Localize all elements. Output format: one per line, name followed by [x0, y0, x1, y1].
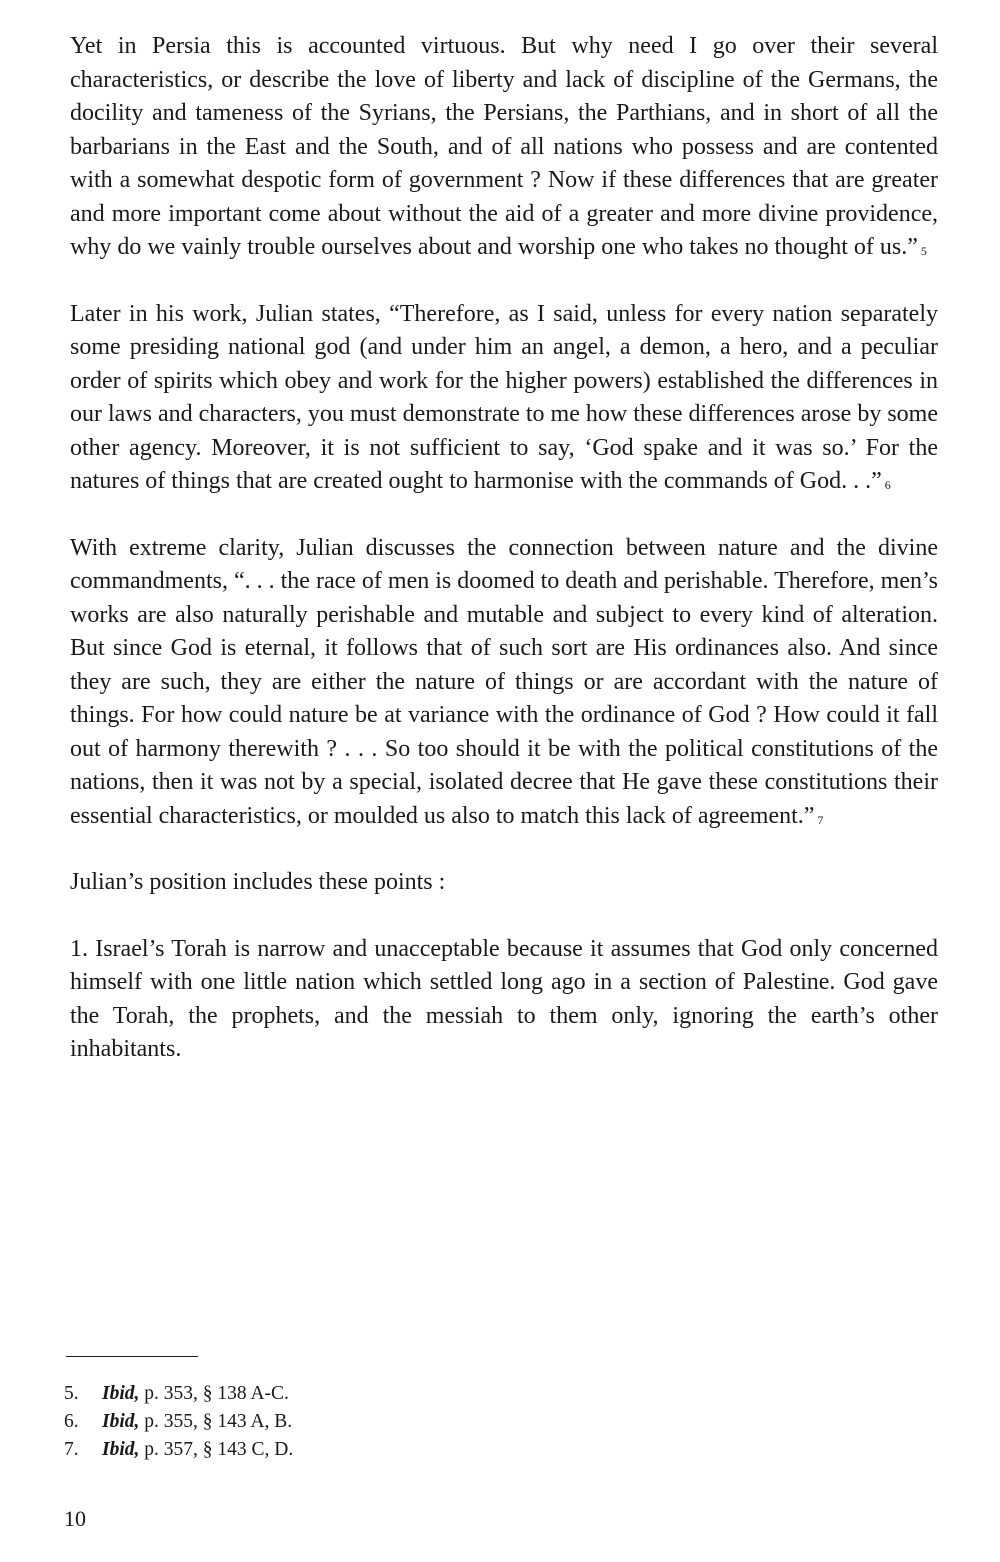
page-body — [70, 30, 938, 1067]
footnote-citation: p. 357, § 143 C, D. — [139, 1439, 294, 1460]
footnote-number: 6. — [64, 1411, 79, 1432]
footnote-ref[interactable]: 6 — [884, 478, 891, 492]
paragraph-text: Later in his work, Julian states, “Therefore, as I said, unless for every nation separately some presiding national god (and under him an angel, a demon, a hero, and a peculiar order of spirits which obey and work for the higher powers) established the differences in our laws and characters, you must demonstrate to me how these differences arose by some other agency. Moreover, it is not sufficient to say, ‘God spake and it was so.’ For the natures of things that are created ought to harmonise with the commands of God. . .” — [70, 300, 938, 494]
footnotes — [64, 1380, 293, 1464]
footnote-ref[interactable]: 7 — [817, 812, 824, 827]
paragraph-nature-commandments — [70, 532, 938, 834]
footnote-citation: p. 355, § 143 A, B. — [139, 1411, 293, 1432]
footnote-number: 7. — [64, 1439, 79, 1460]
footnote-ref[interactable]: 5 — [920, 244, 927, 258]
paragraph-text: Yet in Persia this is accounted virtuous. But why need I go over their several characteristics, or describe the love of liberty and lack of discipline of the Germans, the docility and tameness of the Syrians, the Persians, the Parthians, and in short of all the barbarians in the East and the South, and of all nations who possess and are contented with a somewhat despotic form of government ? Now if these differences that are greater and more important come about without the aid of a greater and more divine providence, why do we vainly trouble ourselves about and worship one who takes no thought of us.” — [70, 33, 938, 260]
paragraph-position-intro — [70, 866, 938, 900]
paragraph-text: With extreme clarity, Julian discusses the connection between nature and the divine commandments, “. . . the race of men is doomed to death and perishable. Therefore, men’s works are also naturally perishable and mutable and subject to every kind of alteration. But since God is eternal, it follows that of such sort are His ordinances also. And since they are such, they are either the nature of things or are accordant with the nature of things. For how could nature be at variance with the ordinance of God ? How could it fall out of harmony therewith ? . . . So too should it be with the political constitutions of the nations, then it was not by a special, isolated decree that He gave these constitutions their essential characteristics, or moulded us also to match this lack of agreement.” — [70, 534, 938, 829]
footnote-ibid: Ibid, — [102, 1439, 140, 1460]
footnote-ibid: Ibid, — [102, 1411, 140, 1432]
footnote-number: 5. — [64, 1383, 79, 1404]
page-number: 10 — [64, 1506, 86, 1531]
paragraph-point-1 — [70, 933, 938, 1067]
footnote-citation: p. 353, § 138 A-C. — [139, 1383, 289, 1404]
paragraph-text: Julian’s position includes these points : — [70, 869, 446, 895]
paragraph-text: 1. Israel’s Torah is narrow and unacceptable because it assumes that God only concerned himself with one little nation which settled long ago in a section of Palestine. God gave the Torah, the prophets, and the messiah to them only, ignoring the earth’s other inhabitants. — [70, 935, 938, 1062]
footnote-6 — [64, 1408, 293, 1436]
footnote-7 — [64, 1436, 293, 1464]
paragraph-julian-states — [70, 298, 938, 499]
footnote-5 — [64, 1380, 293, 1408]
paragraph-persia — [70, 30, 938, 265]
footnote-divider — [66, 1356, 198, 1357]
footnote-ibid: Ibid, — [102, 1383, 140, 1404]
